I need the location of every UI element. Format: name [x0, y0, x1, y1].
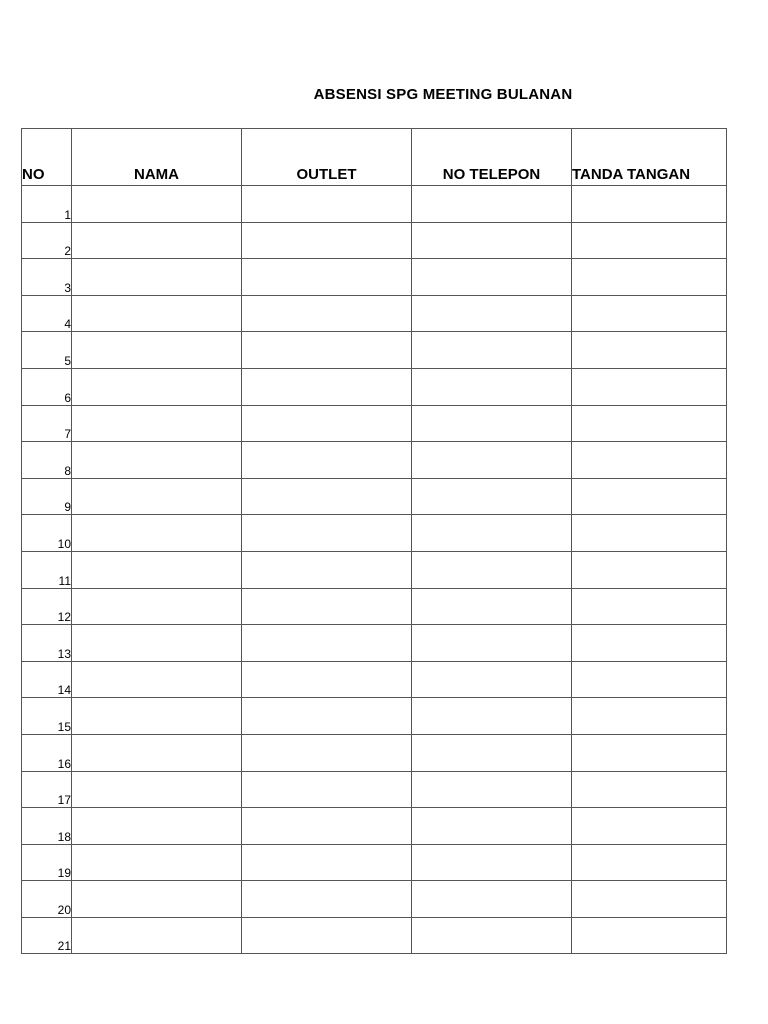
no-telepon-cell[interactable] — [412, 661, 572, 698]
outlet-cell[interactable] — [242, 625, 412, 662]
nama-cell[interactable] — [72, 405, 242, 442]
outlet-cell[interactable] — [242, 881, 412, 918]
row-number: 8 — [22, 442, 72, 479]
table-row — [22, 186, 727, 223]
row-number: 14 — [22, 661, 72, 698]
table-row — [22, 405, 727, 442]
table-row — [22, 698, 727, 735]
row-number: 3 — [22, 259, 72, 296]
tanda-tangan-cell[interactable] — [572, 332, 727, 369]
nama-cell[interactable] — [72, 259, 242, 296]
nama-cell[interactable] — [72, 332, 242, 369]
table-row — [22, 808, 727, 845]
no-telepon-cell[interactable] — [412, 405, 572, 442]
row-number: 19 — [22, 844, 72, 881]
outlet-cell[interactable] — [242, 698, 412, 735]
outlet-cell[interactable] — [242, 478, 412, 515]
table-row — [22, 442, 727, 479]
tanda-tangan-cell[interactable] — [572, 844, 727, 881]
tanda-tangan-cell[interactable] — [572, 771, 727, 808]
outlet-cell[interactable] — [242, 442, 412, 479]
outlet-cell[interactable] — [242, 259, 412, 296]
no-telepon-cell[interactable] — [412, 698, 572, 735]
no-telepon-cell[interactable] — [412, 844, 572, 881]
nama-cell[interactable] — [72, 295, 242, 332]
header-no-telepon: NO TELEPON — [412, 129, 572, 186]
row-number: 13 — [22, 625, 72, 662]
tanda-tangan-cell[interactable] — [572, 478, 727, 515]
row-number: 11 — [22, 551, 72, 588]
table-row — [22, 917, 727, 954]
outlet-cell[interactable] — [242, 661, 412, 698]
table-row — [22, 259, 727, 296]
table-row — [22, 844, 727, 881]
no-telepon-cell[interactable] — [412, 478, 572, 515]
no-telepon-cell[interactable] — [412, 551, 572, 588]
outlet-cell[interactable] — [242, 808, 412, 845]
no-telepon-cell[interactable] — [412, 771, 572, 808]
header-no: NO — [22, 129, 72, 186]
row-number: 18 — [22, 808, 72, 845]
no-telepon-cell[interactable] — [412, 186, 572, 223]
nama-cell[interactable] — [72, 222, 242, 259]
row-number: 15 — [22, 698, 72, 735]
no-telepon-cell[interactable] — [412, 295, 572, 332]
table-row — [22, 881, 727, 918]
outlet-cell[interactable] — [242, 515, 412, 552]
tanda-tangan-cell[interactable] — [572, 222, 727, 259]
outlet-cell[interactable] — [242, 734, 412, 771]
tanda-tangan-cell[interactable] — [572, 625, 727, 662]
table-row — [22, 478, 727, 515]
table-row — [22, 734, 727, 771]
tanda-tangan-cell[interactable] — [572, 368, 727, 405]
tanda-tangan-cell[interactable] — [572, 259, 727, 296]
nama-cell[interactable] — [72, 881, 242, 918]
nama-cell[interactable] — [72, 625, 242, 662]
nama-cell[interactable] — [72, 808, 242, 845]
header-tanda-tangan: TANDA TANGAN — [572, 129, 727, 186]
table-row — [22, 771, 727, 808]
header-outlet: OUTLET — [242, 129, 412, 186]
table-row — [22, 515, 727, 552]
tanda-tangan-cell[interactable] — [572, 551, 727, 588]
table-row — [22, 661, 727, 698]
nama-cell[interactable] — [72, 661, 242, 698]
tanda-tangan-cell[interactable] — [572, 515, 727, 552]
row-number: 1 — [22, 186, 72, 223]
outlet-cell[interactable] — [242, 551, 412, 588]
row-number: 6 — [22, 368, 72, 405]
row-number: 4 — [22, 295, 72, 332]
nama-cell[interactable] — [72, 186, 242, 223]
table-row — [22, 588, 727, 625]
no-telepon-cell[interactable] — [412, 222, 572, 259]
attendance-sheet — [21, 128, 726, 954]
row-number: 12 — [22, 588, 72, 625]
no-telepon-cell[interactable] — [412, 808, 572, 845]
outlet-cell[interactable] — [242, 917, 412, 954]
tanda-tangan-cell[interactable] — [572, 661, 727, 698]
nama-cell[interactable] — [72, 734, 242, 771]
nama-cell[interactable] — [72, 551, 242, 588]
nama-cell[interactable] — [72, 588, 242, 625]
nama-cell[interactable] — [72, 478, 242, 515]
outlet-cell[interactable] — [242, 588, 412, 625]
row-number: 20 — [22, 881, 72, 918]
header-nama: NAMA — [72, 129, 242, 186]
row-number: 21 — [22, 917, 72, 954]
outlet-cell[interactable] — [242, 771, 412, 808]
nama-cell[interactable] — [72, 698, 242, 735]
table-row — [22, 222, 727, 259]
no-telepon-cell[interactable] — [412, 734, 572, 771]
table-row — [22, 368, 727, 405]
no-telepon-cell[interactable] — [412, 588, 572, 625]
nama-cell[interactable] — [72, 442, 242, 479]
nama-cell[interactable] — [72, 515, 242, 552]
outlet-cell[interactable] — [242, 332, 412, 369]
no-telepon-cell[interactable] — [412, 368, 572, 405]
row-number: 9 — [22, 478, 72, 515]
row-number: 17 — [22, 771, 72, 808]
nama-cell[interactable] — [72, 771, 242, 808]
tanda-tangan-cell[interactable] — [572, 734, 727, 771]
no-telepon-cell[interactable] — [412, 625, 572, 662]
tanda-tangan-cell[interactable] — [572, 405, 727, 442]
table-body — [22, 186, 727, 954]
tanda-tangan-cell[interactable] — [572, 186, 727, 223]
no-telepon-cell[interactable] — [412, 442, 572, 479]
tanda-tangan-cell[interactable] — [572, 442, 727, 479]
nama-cell[interactable] — [72, 917, 242, 954]
tanda-tangan-cell[interactable] — [572, 917, 727, 954]
nama-cell[interactable] — [72, 844, 242, 881]
outlet-cell[interactable] — [242, 186, 412, 223]
no-telepon-cell[interactable] — [412, 332, 572, 369]
table-row — [22, 332, 727, 369]
nama-cell[interactable] — [72, 368, 242, 405]
outlet-cell[interactable] — [242, 405, 412, 442]
attendance-table — [21, 128, 727, 954]
tanda-tangan-cell[interactable] — [572, 808, 727, 845]
tanda-tangan-cell[interactable] — [572, 588, 727, 625]
row-number: 10 — [22, 515, 72, 552]
row-number: 7 — [22, 405, 72, 442]
outlet-cell[interactable] — [242, 222, 412, 259]
outlet-cell[interactable] — [242, 844, 412, 881]
tanda-tangan-cell[interactable] — [572, 881, 727, 918]
table-row — [22, 551, 727, 588]
row-number: 16 — [22, 734, 72, 771]
no-telepon-cell[interactable] — [412, 917, 572, 954]
document-title: ABSENSI SPG MEETING BULANAN — [313, 86, 573, 103]
no-telepon-cell[interactable] — [412, 881, 572, 918]
tanda-tangan-cell[interactable] — [572, 295, 727, 332]
outlet-cell[interactable] — [242, 368, 412, 405]
tanda-tangan-cell[interactable] — [572, 698, 727, 735]
row-number: 5 — [22, 332, 72, 369]
no-telepon-cell[interactable] — [412, 515, 572, 552]
outlet-cell[interactable] — [242, 295, 412, 332]
row-number: 2 — [22, 222, 72, 259]
header-row — [22, 129, 727, 186]
table-row — [22, 625, 727, 662]
no-telepon-cell[interactable] — [412, 259, 572, 296]
table-row — [22, 295, 727, 332]
